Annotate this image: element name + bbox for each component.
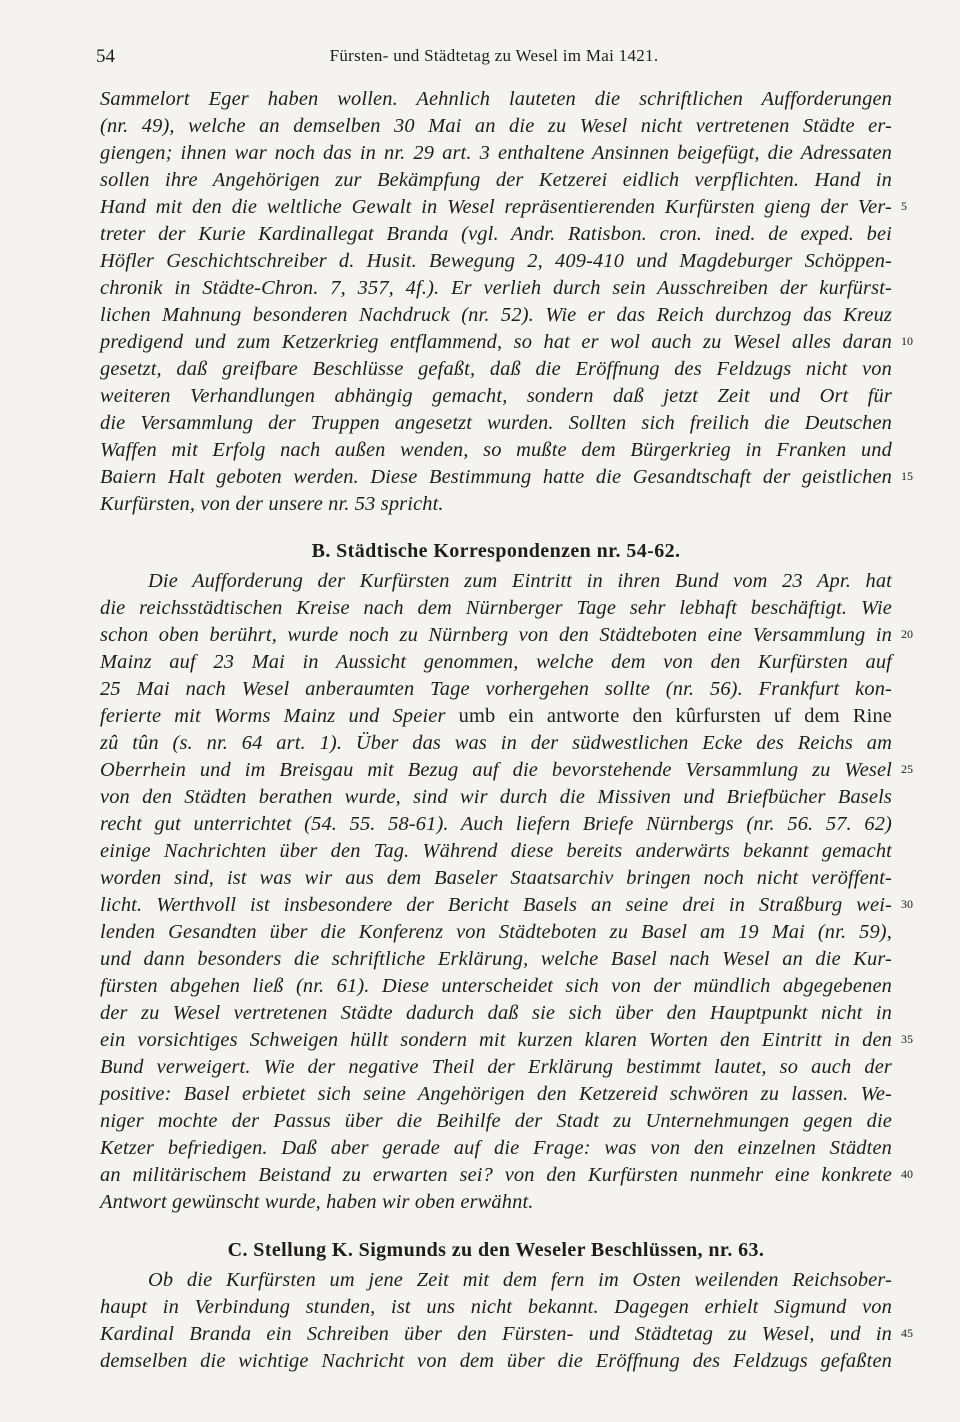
text-line: weiteren Verhandlungen abhängig gemacht, sondern daß jetzt Zeit und Ort für xyxy=(100,385,892,407)
text-line: giengen; ihnen war noch das in nr. 29 art. 3 enthaltene Ansinnen beigefügt, die Adressaten xyxy=(100,142,892,164)
text-line xyxy=(100,703,892,729)
text-line: chronik in Städte-Chron. 7, 357, 4f.). Er verlieh durch sein Ausschreiben der kurfürst- xyxy=(100,277,892,299)
margin-line-number: 40 xyxy=(901,1167,913,1181)
text-line: Sammelort Eger haben wollen. Aehnlich lauteten die schriftlichen Aufforderungen xyxy=(100,88,892,110)
page-number: 54 xyxy=(96,46,115,67)
page-header xyxy=(96,46,892,70)
margin-line-number: 35 xyxy=(901,1032,913,1046)
text-line: 25 Mai nach Wesel anberaumten Tage vorhergehen sollte (nr. 56). Frankfurt kon- xyxy=(100,678,892,700)
text-line: lichen Mahnung besonderen Nachdruck (nr. 52). Wie er das Reich durchzog das Kreuz xyxy=(100,304,892,326)
text-line: schon oben berührt, wurde noch zu Nürnberg von den Städteboten eine Versammlung in xyxy=(100,624,892,646)
text-line: Mainz auf 23 Mai in Aussicht genommen, welche dem von den Kurfürsten auf xyxy=(100,651,892,673)
margin-line-number: 30 xyxy=(901,897,913,911)
margin-line-number: 45 xyxy=(901,1326,913,1340)
text-line: lenden Gesandten über die Konferenz von Städteboten zu Basel am 19 Mai (nr. 59), xyxy=(100,921,892,943)
text-line: Ketzer befriedigen. Daß aber gerade auf die Frage: was von den einzelnen Städten xyxy=(100,1137,892,1159)
text-line: Hand mit den die weltliche Gewalt in Wesel repräsentierenden Kurfürsten gieng der Ver- xyxy=(100,196,892,218)
text-line: recht gut unterrichtet (54. 55. 58-61). Auch liefern Briefe Nürnbergs (nr. 56. 57. 62) xyxy=(100,813,892,835)
text-line: die reichsstädtischen Kreise nach dem Nürnberger Tage sehr lebhaft beschäftigt. Wie xyxy=(100,597,892,619)
text-line: treter der Kurie Kardinallegat Branda (vgl. Andr. Ratisbon. cron. ined. de exped. bei xyxy=(100,223,892,245)
text-line: und dann besonders die schriftliche Erklärung, welche Basel nach Wesel an die Kur- xyxy=(100,948,892,970)
text-line: demselben die wichtige Nachricht von dem über die Eröffnung des Feldzugs gefaßten xyxy=(100,1350,892,1372)
text-line: Waffen mit Erfolg nach außen wenden, so mußte dem Bürgerkrieg in Franken und xyxy=(100,439,892,461)
text-line: ein vorsichtiges Schweigen hüllt sondern mit kurzen klaren Worten den Eintritt in den xyxy=(100,1029,892,1051)
quoted-source-text: umb ein antworte den kûrfursten uf dem Rine xyxy=(458,705,892,727)
text-line: Oberrhein und im Breisgau mit Bezug auf die bevorstehende Versammlung zu Wesel xyxy=(100,759,892,781)
text-line: Kardinal Branda ein Schreiben über den Fürsten- und Städtetag zu Wesel, und in xyxy=(100,1323,892,1345)
margin-line-number: 15 xyxy=(901,469,913,483)
text-line: predigend und zum Ketzerkrieg entflammend, so hat er wol auch zu Wesel alles daran xyxy=(100,331,892,353)
text-line: haupt in Verbindung stunden, ist uns nicht bekannt. Dagegen erhielt Sigmund von xyxy=(100,1296,892,1318)
text-line: Antwort gewünscht wurde, haben wir oben erwähnt. xyxy=(100,1191,534,1213)
section-c-heading: C. Stellung K. Sigmunds zu den Weseler Beschlüssen, nr. 63. xyxy=(227,1239,765,1261)
section-b-heading: B. Städtische Korrespondenzen nr. 54-62. xyxy=(311,540,681,562)
text-line: fürsten abgehen ließ (nr. 61). Diese unterscheidet sich von der mündlich abgegebenen xyxy=(100,975,892,997)
text-line: Baiern Halt geboten werden. Diese Bestimmung hatte die Gesandtschaft der geistlichen xyxy=(100,466,892,488)
text-line: (nr. 49), welche an demselben 30 Mai an die zu Wesel nicht vertretenen Städte er- xyxy=(100,115,892,137)
text-line: zû tûn (s. nr. 64 art. 1). Über das was in der südwestlichen Ecke des Reichs am xyxy=(100,732,892,754)
text-line: niger mochte der Passus über die Beihilfe der Stadt zu Unternehmungen gegen die xyxy=(100,1110,892,1132)
text-line: Höfler Geschichtschreiber d. Husit. Bewegung 2, 409-410 und Magdeburger Schöppen- xyxy=(100,250,892,272)
text-segment: ferierte mit Worms Mainz und Speier xyxy=(100,705,459,727)
margin-line-number: 10 xyxy=(901,334,913,348)
text-line: Die Aufforderung der Kurfürsten zum Eintritt in ihren Bund vom 23 Apr. hat xyxy=(148,570,892,592)
margin-line-number: 20 xyxy=(901,627,913,641)
running-title: Fürsten- und Städtetag zu Wesel im Mai 1421. xyxy=(329,46,659,65)
text-line: sollen ihre Angehörigen zur Bekämpfung der Ketzerei eidlich verpflichten. Hand in xyxy=(100,169,892,191)
margin-line-number: 5 xyxy=(901,199,907,213)
text-line: Bund verweigert. Wie der negative Theil der Erklärung bestimmt lautet, so auch der xyxy=(100,1056,892,1078)
text-line: gesetzt, daß greifbare Beschlüsse gefaßt, daß die Eröffnung des Feldzugs nicht von xyxy=(100,358,892,380)
text-line: die Versammlung der Truppen angesetzt wurden. Sollten sich freilich die Deutschen xyxy=(100,412,892,434)
text-line: Kurfürsten, von der unsere nr. 53 spricht. xyxy=(100,493,444,515)
text-line: einige Nachrichten über den Tag. Während diese bereits anderwärts bekannt gemacht xyxy=(100,840,892,862)
text-line: an militärischem Beistand zu erwarten sei? von den Kurfürsten nunmehr eine konkrete xyxy=(100,1164,892,1186)
text-line: der zu Wesel vertretenen Städte dadurch daß sie sich über den Hauptpunkt nicht in xyxy=(100,1002,892,1024)
text-line: von den Städten berathen wurde, sind wir durch die Missiven und Briefbücher Basels xyxy=(100,786,892,808)
text-line: worden sind, ist was wir aus dem Baseler Staatsarchiv bringen noch nicht veröffent- xyxy=(100,867,892,889)
text-line: Ob die Kurfürsten um jene Zeit mit dem fern im Osten weilenden Reichsober- xyxy=(148,1269,892,1291)
margin-line-number: 25 xyxy=(901,762,913,776)
text-line: positive: Basel erbietet sich seine Angehörigen den Ketzereid schwören zu lassen. We- xyxy=(100,1083,892,1105)
text-line: licht. Werthvoll ist insbesondere der Bericht Basels an seine drei in Straßburg wei- xyxy=(100,894,892,916)
